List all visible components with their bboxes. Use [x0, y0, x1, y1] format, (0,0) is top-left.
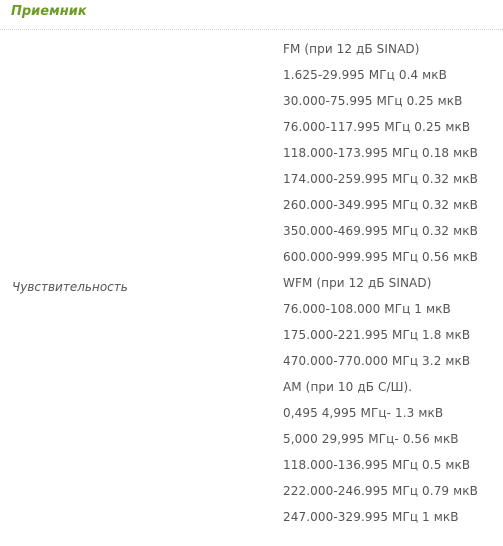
section-title: Приемник — [11, 4, 87, 19]
value-line: 600.000-999.995 МГц 0.56 мкВ — [283, 250, 478, 264]
value-line: 118.000-136.995 МГц 0.5 мкВ — [283, 458, 471, 472]
value-line: 1.625-29.995 МГц 0.4 мкВ — [283, 68, 447, 82]
value-line: 30.000-75.995 МГц 0.25 мкВ — [283, 94, 463, 108]
value-line: 76.000-108.000 МГц 1 мкВ — [283, 302, 451, 316]
parameter-label: Чувствительность — [12, 280, 128, 294]
value-line: 350.000-469.995 МГц 0.32 мкВ — [283, 224, 478, 238]
value-line: 118.000-173.995 МГц 0.18 мкВ — [283, 146, 478, 160]
value-line: 175.000-221.995 МГц 1.8 мкВ — [283, 328, 471, 342]
value-line: AM (при 10 дБ С/Ш). — [283, 380, 413, 394]
value-line: 5,000 29,995 МГц- 0.56 мкВ — [283, 432, 459, 446]
value-line: 260.000-349.995 МГц 0.32 мкВ — [283, 198, 478, 212]
sensitivity-values-list — [283, 40, 478, 534]
value-line: 76.000-117.995 МГц 0.25 мкВ — [283, 120, 471, 134]
value-line: 470.000-770.000 МГц 3.2 мкВ — [283, 354, 471, 368]
value-line: 174.000-259.995 МГц 0.32 мкВ — [283, 172, 478, 186]
value-line: 247.000-329.995 МГц 1 мкВ — [283, 510, 459, 524]
value-line: 222.000-246.995 МГц 0.79 мкВ — [283, 484, 478, 498]
value-line: FM (при 12 дБ SINAD) — [283, 42, 420, 56]
value-line: WFM (при 12 дБ SINAD) — [283, 276, 432, 290]
section-divider — [0, 29, 503, 30]
value-line: 0,495 4,995 МГц- 1.3 мкВ — [283, 406, 444, 420]
